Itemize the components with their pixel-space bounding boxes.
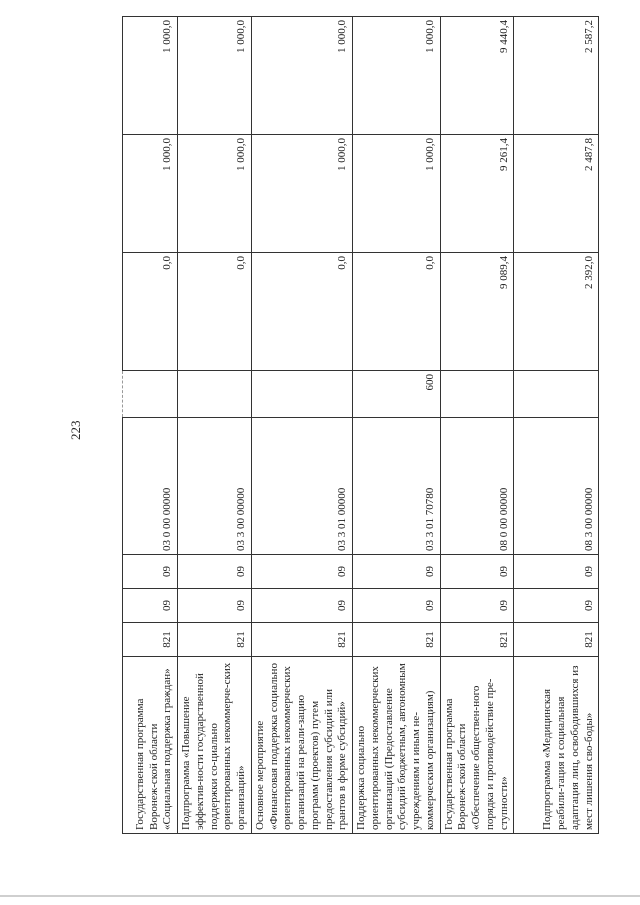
section-code-cell: 09 xyxy=(178,589,252,623)
subsection-code-cell: 09 xyxy=(123,555,178,589)
target-article-cell: 08 3 00 00000 xyxy=(514,418,599,555)
program-name-cell: Государственная программа Воронеж-ской области «Обеспечение обществен-ного порядка и противодействие пре-ступности» xyxy=(440,657,514,834)
table-row xyxy=(440,17,514,834)
amount-year3-cell: 9 440,4 xyxy=(440,17,514,135)
amount-year2-cell: 2 487,8 xyxy=(514,135,599,253)
amount-year1-cell: 2 392,0 xyxy=(514,253,599,371)
amount-year2-cell: 1 000,0 xyxy=(251,135,352,253)
subsection-code-cell: 09 xyxy=(178,555,252,589)
section-code-cell: 09 xyxy=(514,589,599,623)
amount-year3-cell: 1 000,0 xyxy=(251,17,352,135)
amount-year1-cell: 0,0 xyxy=(123,253,178,371)
amount-year3-cell: 2 587,2 xyxy=(514,17,599,135)
expense-type-cell: 600 xyxy=(353,371,441,418)
expense-type-cell xyxy=(251,371,352,418)
amount-year2-cell: 9 261,4 xyxy=(440,135,514,253)
budget-table-body xyxy=(123,17,599,834)
subsection-code-cell: 09 xyxy=(251,555,352,589)
target-article-cell: 03 3 01 00000 xyxy=(251,418,352,555)
rotated-table-container xyxy=(122,20,595,834)
target-article-cell: 03 3 00 00000 xyxy=(178,418,252,555)
amount-year1-cell: 9 089,4 xyxy=(440,253,514,371)
program-name-cell: Подпрограмма «Медицинская реабили-тация и социальная адаптация лиц, освободившихся из мест лишения сво-боды» xyxy=(514,657,599,834)
amount-year3-cell: 1 000,0 xyxy=(178,17,252,135)
amount-year1-cell: 0,0 xyxy=(353,253,441,371)
program-name-cell: Государственная программа Воронеж-ской области «Социальная поддержка граждан» xyxy=(123,657,178,834)
amount-year1-cell: 0,0 xyxy=(251,253,352,371)
amount-year3-cell: 1 000,0 xyxy=(123,17,178,135)
subsection-code-cell: 09 xyxy=(353,555,441,589)
expense-type-cell xyxy=(178,371,252,418)
expense-type-cell xyxy=(514,371,599,418)
amount-year3-cell: 1 000,0 xyxy=(353,17,441,135)
table-row xyxy=(251,17,352,834)
scan-edge-line xyxy=(0,895,640,897)
grbs-code-cell: 821 xyxy=(514,623,599,657)
target-article-cell: 08 0 00 00000 xyxy=(440,418,514,555)
grbs-code-cell: 821 xyxy=(251,623,352,657)
section-code-cell: 09 xyxy=(123,589,178,623)
table-row xyxy=(178,17,252,834)
amount-year1-cell: 0,0 xyxy=(178,253,252,371)
grbs-code-cell: 821 xyxy=(353,623,441,657)
target-article-cell: 03 0 00 00000 xyxy=(123,418,178,555)
section-code-cell: 09 xyxy=(251,589,352,623)
table-row xyxy=(123,17,178,834)
amount-year2-cell: 1 000,0 xyxy=(123,135,178,253)
section-code-cell: 09 xyxy=(440,589,514,623)
amount-year2-cell: 1 000,0 xyxy=(353,135,441,253)
grbs-code-cell: 821 xyxy=(123,623,178,657)
program-name-cell: Поддержка социально ориентированных некоммерческих организаций (Предоставление субсидий бюджетным, автономным учреждениям и иным не-коммерческим организациям) xyxy=(353,657,441,834)
section-code-cell: 09 xyxy=(353,589,441,623)
grbs-code-cell: 821 xyxy=(440,623,514,657)
program-name-cell: Подпрограмма «Повышение эффектив-ности государственной поддержки со-циально ориентированных некоммерче-ских организаций» xyxy=(178,657,252,834)
table-row xyxy=(514,17,599,834)
table-row xyxy=(353,17,441,834)
amount-year2-cell: 1 000,0 xyxy=(178,135,252,253)
grbs-code-cell: 821 xyxy=(178,623,252,657)
expense-type-cell xyxy=(440,371,514,418)
budget-table xyxy=(122,16,599,834)
subsection-code-cell: 09 xyxy=(514,555,599,589)
subsection-code-cell: 09 xyxy=(440,555,514,589)
page-number: 223 xyxy=(68,420,83,440)
program-name-cell: Основное мероприятие «Финансовая поддержка социально ориентированных некоммерческих организаций на реали-зацию программ (проектов) путем предоставления субсидий или грантов в форме субсидий» xyxy=(251,657,352,834)
target-article-cell: 03 3 01 70780 xyxy=(353,418,441,555)
expense-type-cell xyxy=(123,371,178,418)
